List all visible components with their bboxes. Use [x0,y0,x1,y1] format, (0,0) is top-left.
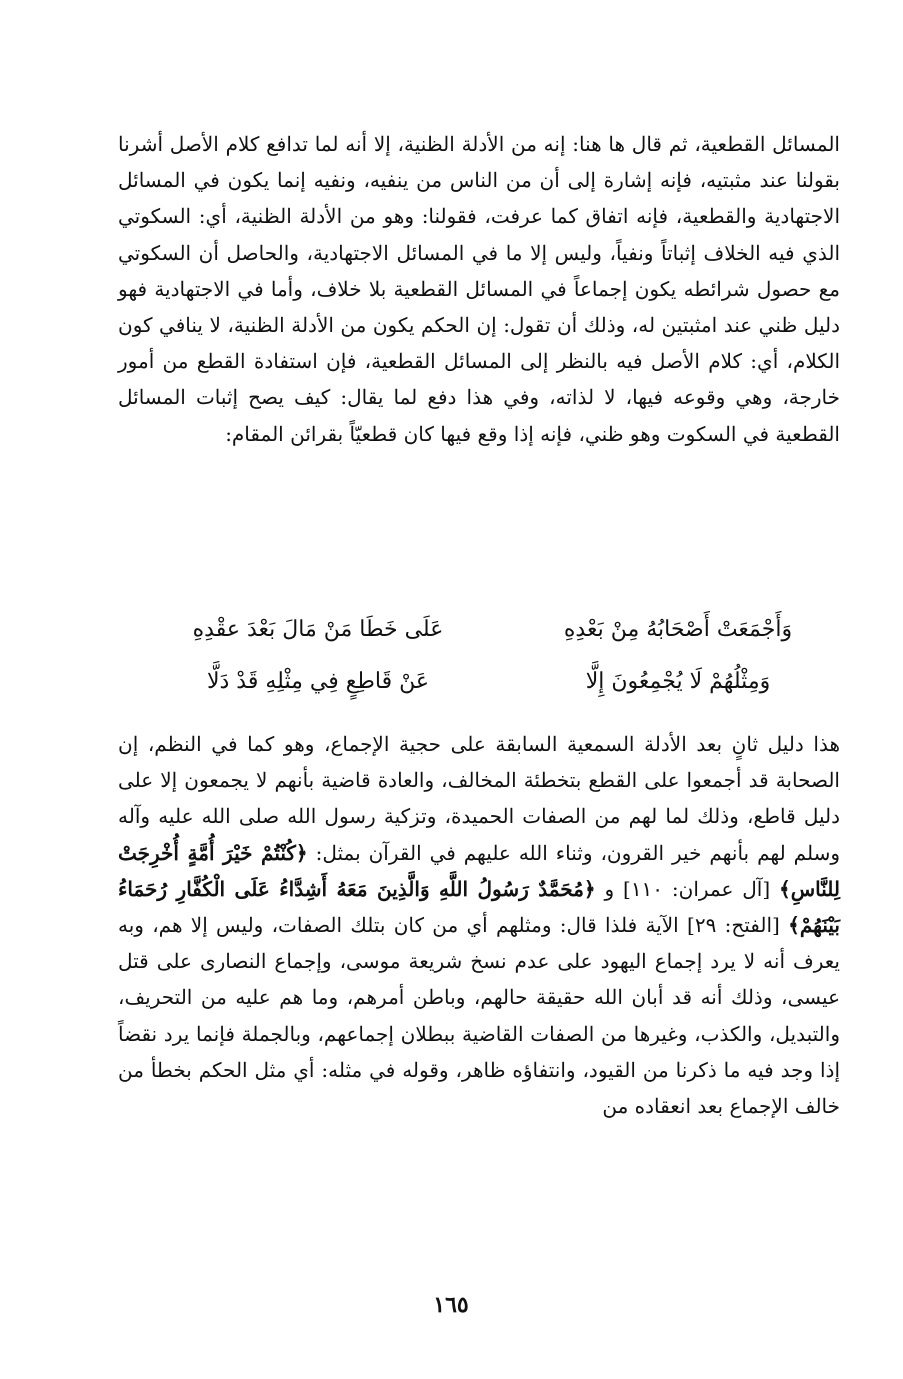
verse-1-first-hemistich: وَأَجْمَعَتْ أَصْحَابُهُ مِنْ بَعْدِهِ [563,617,793,642]
quran-verse-2: ﴿مُحَمَّدٌ رَسُولُ اللَّهِ وَالَّذِينَ مَعَهُ أَشِدَّاءُ عَلَى الْكُفَّارِ رُحَمَاءُ بَيْنَهُمْ﴾ [118,876,840,938]
poem-verses [168,604,828,708]
verse-1-second-hemistich: عَلَى خَطَا مَنْ مَالَ بَعْدَ عقْدِهِ [192,617,444,642]
page-number: ١٦٥ [433,1292,469,1318]
paragraph-commentary-2 [118,726,840,1124]
quran-verse-1: ﴿كُنْتُمْ خَيْرَ أُمَّةٍ أُخْرِجَتْ لِلنَّاسِ﴾ [118,840,840,901]
paragraph-2-text-2: فلذا قال: ومثلهم أي من كان بتلك الصفات، وليس إلا هم، وبه يعرف أنه لا يرد إجماع اليهود على عدم نسخ شريعة موسى، وإجماع النصارى على قتل عيسى، وذلك أنه قد أبان الله حقيقة حالهم، وباطن أمرهم، وما هم عليه من التحريف، والتبديل، والكذب، وغيرها من الصفات القاضية ببطلان إجماعهم، وبالجملة فإنما يرد نقضاً إذا وجد فيه ما ذكرنا من القيود، وانتفاؤه ظاهر، وقوله في مثله: أي مثل الحكم بخطأ من خالف الإجماع بعد انعقاده من [118,913,841,1119]
paragraph-commentary-1: المسائل القطعية، ثم قال ها هنا: إنه من الأدلة الظنية، إلا أنه لما تدافع كلام الأصل أشرنا بقولنا عند مثبتيه، فإنه إشارة إلى أن من الناس من ينفيه، ونفيه إنما يكون في المسائل الاجتهادية والقطعية، فإنه اتفاق كما عرفت، فقولنا: وهو من الأدلة الظنية، أي: السكوتي الذي فيه الخلاف إثباتاً ونفياً، وليس إلا ما في المسائل الاجتهادية، والحاصل أن السكوتي مع حصول شرائطه يكون إجماعاً في المسائل القطعية بلا خلاف، وأما في الاجتهادية فهو دليل ظني عند امثبتين له، وذلك أن تقول: إن الحكم يكون من الأدلة الظنية، لا ينافي كون الكلام، أي: كلام الأصل فيه بالنظر إلى المسائل القطعية، فإن استفادة القطع من أمور خارجة، وهي وقوعه فيها، لا لذاته، وفي هذا دفع لما يقال: كيف يصح إثبات المسائل القطعية في السكوت وهو ظني، فإنه إذا وقع فيها كان قطعيّاً بقرائن المقام: [118,132,841,446]
poem-verse-2 [168,656,828,708]
verse-2-second-hemistich: عَنْ قَاطِعٍ فِي مِثْلِهِ قَدْ دَلَّا [206,669,430,694]
quran-reference-1: [آل عمران: ١١٠] و [595,876,779,901]
paragraph-2-text-1: هذا دليل ثانٍ بعد الأدلة السمعية السابقة على حجية الإجماع، وهو كما في النظم، إن الصحابة قد أجمعوا على القطع بتخطئة المخالف، والعادة قاضية بأنهم لا يجمعون إلا على دليل قاطع، وذلك لما لهم من الصفات الحميدة، وتزكية رسول الله صلى الله عليه وآله وسلم لهم بأنهم خير القرون، وثناء الله عليهم في القرآن بمثل: [118,732,840,865]
verse-2-first-hemistich: وَمِثْلُهُمْ لَا يُجْمِعُونَ إِلَّا [585,669,771,694]
poem-verse-1 [168,604,828,656]
quran-reference-2: [الفتح: ٢٩] الآية [637,913,789,938]
